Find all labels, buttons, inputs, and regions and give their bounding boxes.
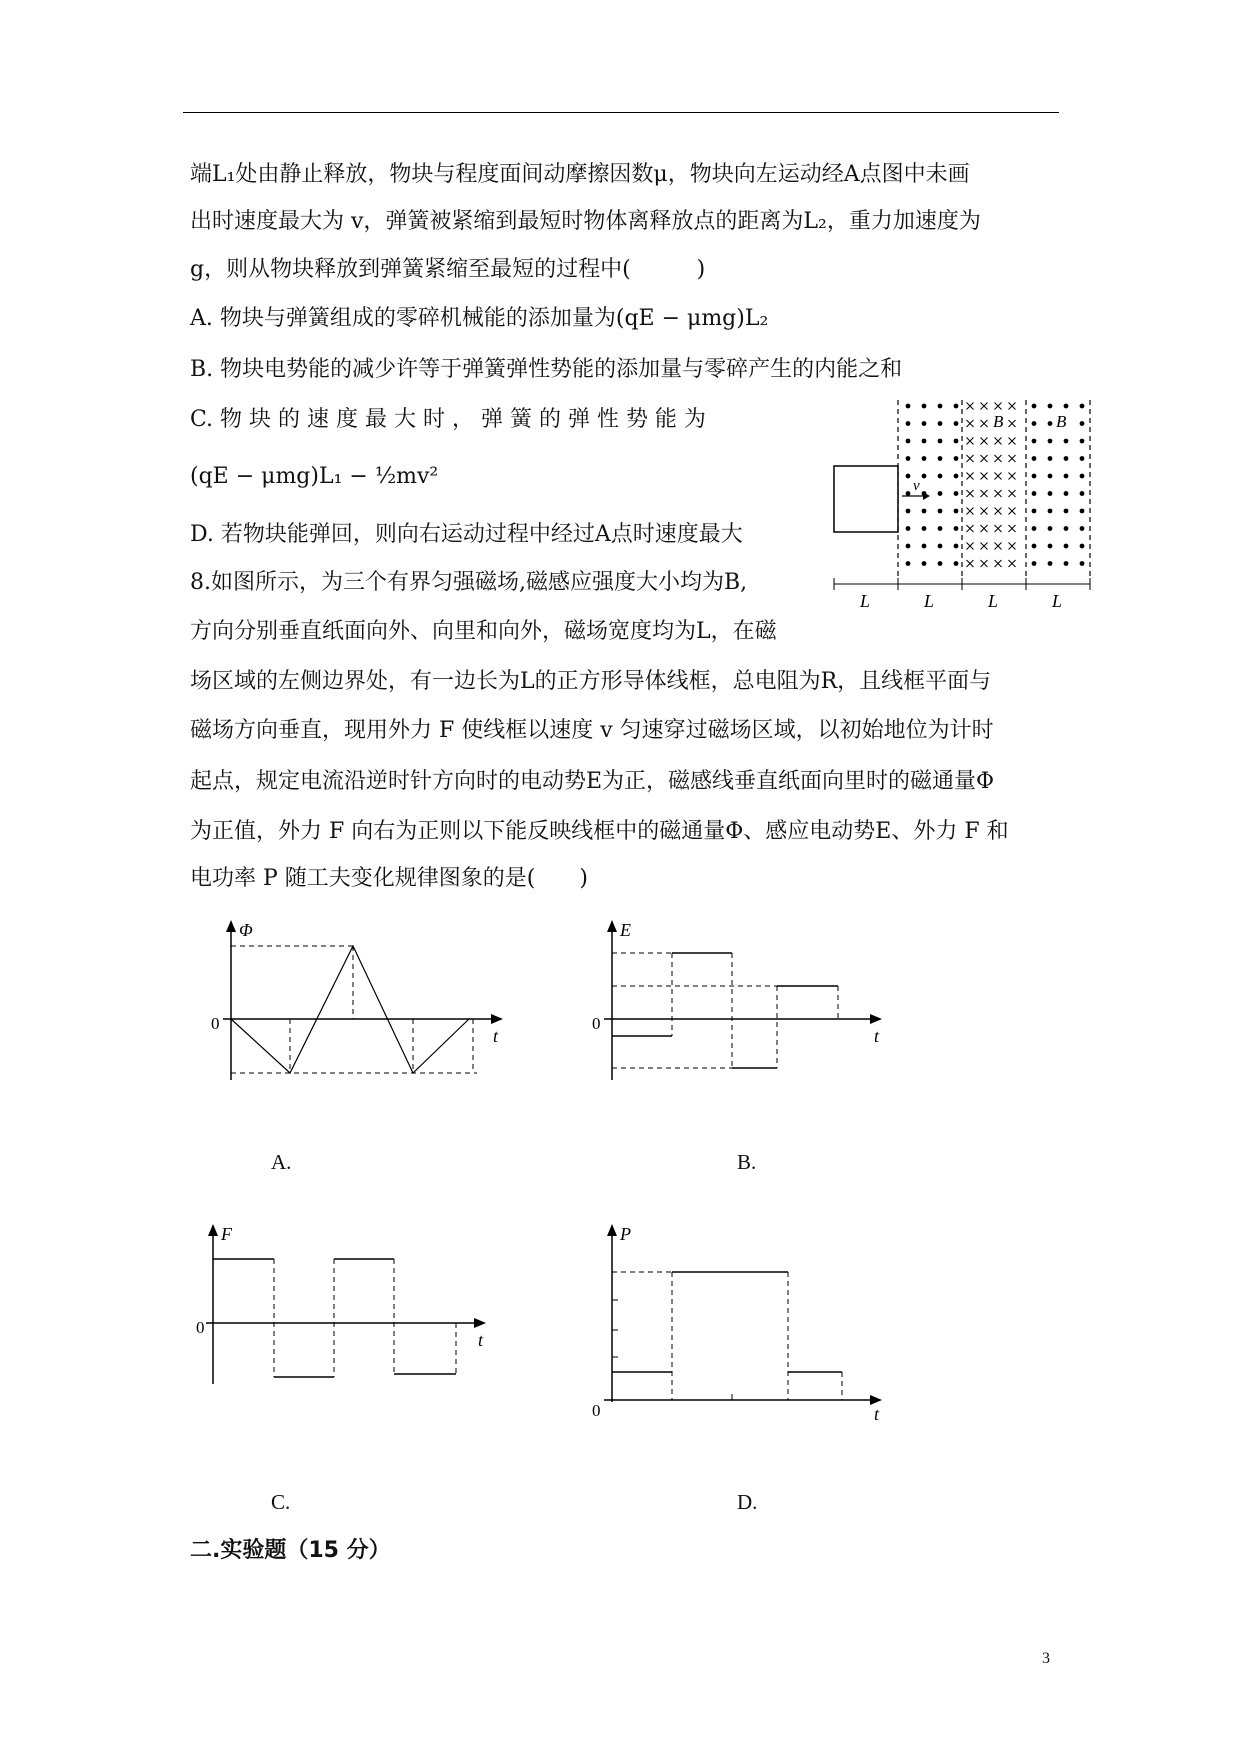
guide-lines — [612, 1272, 842, 1400]
field-dot — [1032, 561, 1037, 566]
y-axis-arrow — [208, 1224, 218, 1236]
y-axis-arrow — [226, 920, 236, 932]
field-dot — [922, 439, 927, 444]
field-dot — [1064, 439, 1069, 444]
field-cross — [981, 455, 988, 462]
width-label-2: L — [924, 591, 935, 611]
field-cross — [981, 473, 988, 480]
velocity-arrowhead — [923, 492, 930, 500]
field-dot — [954, 544, 959, 549]
field-dot — [1048, 526, 1053, 531]
field-cross — [967, 560, 974, 567]
field-cross — [967, 490, 974, 497]
graph-d-power — [592, 1222, 912, 1422]
field-dot — [938, 561, 943, 566]
field-cross — [967, 455, 974, 462]
field-dot — [1080, 526, 1085, 531]
field-dot — [1064, 491, 1069, 496]
field-dot — [906, 474, 911, 479]
b-label-2: B — [1056, 412, 1067, 431]
field-dot — [922, 474, 927, 479]
field-dot — [906, 491, 911, 496]
field-dot — [938, 526, 943, 531]
field-dot — [922, 421, 927, 426]
field-dot — [922, 456, 927, 461]
field-cross — [981, 490, 988, 497]
field-dot — [1048, 544, 1053, 549]
width-label-4: L — [1052, 591, 1063, 611]
y-axis-arrow — [607, 1224, 617, 1236]
question-8-line-4: 磁场方向垂直，现用外力 F 使线框以速度 v 匀速穿过磁场区域，以初始地位为计时 — [190, 718, 994, 743]
field-dot — [922, 509, 927, 514]
square-coil — [834, 466, 898, 532]
field-dot — [1080, 439, 1085, 444]
field-dot — [1080, 509, 1085, 514]
field-dot — [1048, 561, 1053, 566]
field-dot — [954, 561, 959, 566]
question-8-line-7: 电功率 P 随工夫变化规律图象的是( ) — [190, 866, 588, 891]
field-dot — [1032, 456, 1037, 461]
field-cross — [995, 473, 1002, 480]
field-dot — [906, 526, 911, 531]
field-dot — [938, 491, 943, 496]
field-dot — [938, 421, 943, 426]
field-cross — [981, 403, 988, 410]
field-dot — [938, 509, 943, 514]
field-cross — [1009, 508, 1016, 515]
option-a-text: A. 物块与弹簧组成的零碎机械能的添加量为(qE − μmg)L₂ — [190, 306, 769, 331]
power-segments — [612, 1272, 842, 1372]
field-cross — [1009, 490, 1016, 497]
field-dot — [906, 456, 911, 461]
field-cross — [995, 455, 1002, 462]
field-dot — [954, 439, 959, 444]
origin-label: 0 — [592, 1401, 601, 1420]
field-dot — [1080, 404, 1085, 409]
section-title: 二.实验题（15 分） — [190, 1538, 391, 1563]
field-dot — [1064, 456, 1069, 461]
y-label: Φ — [239, 920, 253, 940]
question-8-line-6: 为正值，外力 F 向右为正则以下能反映线框中的磁通量Φ、感应电动势E、外力 F 和 — [190, 819, 1009, 844]
field-dot — [1064, 404, 1069, 409]
field-dot — [938, 474, 943, 479]
field-dot — [954, 491, 959, 496]
field-dot — [922, 561, 927, 566]
header-rule — [183, 112, 1059, 113]
field-dot — [1048, 404, 1053, 409]
field-cross — [1009, 420, 1016, 427]
guide-lines — [231, 946, 477, 1073]
field-dot — [1032, 544, 1037, 549]
graph-c-force — [196, 1222, 516, 1392]
field-cross — [1009, 403, 1016, 410]
field-dot — [1048, 456, 1053, 461]
y-label: F — [221, 1224, 232, 1244]
field-cross — [995, 438, 1002, 445]
option-c-label: C. — [271, 1490, 291, 1514]
width-label-3: L — [988, 591, 999, 611]
field-dot — [1048, 439, 1053, 444]
field-dot — [1080, 561, 1085, 566]
field-cross — [967, 473, 974, 480]
option-b-label: B. — [737, 1150, 757, 1174]
question-8-line-5: 起点，规定电流沿逆时针方向时的电动势E为正，磁感线垂直纸面向里时的磁通量Φ — [190, 769, 995, 794]
field-dot — [1032, 526, 1037, 531]
field-cross — [995, 543, 1002, 550]
guide-lines — [274, 1259, 456, 1377]
magnetic-field-figure — [826, 396, 1116, 616]
text-line-2: 出时速度最大为 v，弹簧被紧缩到最短时物体离释放点的距离为L₂，重力加速度为 — [190, 209, 981, 234]
field-dot — [1032, 439, 1037, 444]
field-cross — [995, 403, 1002, 410]
field-cross — [981, 508, 988, 515]
field-dot — [938, 456, 943, 461]
option-c-text: C. 物 块 的 速 度 最 大 时 ， 弹 簧 的 弹 性 势 能 为 — [190, 407, 706, 432]
text-line-3: g，则从物块释放到弹簧紧缩至最短的过程中( ) — [190, 257, 706, 282]
field-cross — [981, 420, 988, 427]
option-c-formula: (qE − μmg)L₁ − ½mv² — [190, 464, 439, 489]
field-dot — [954, 404, 959, 409]
field-dot — [922, 544, 927, 549]
field-dot — [938, 439, 943, 444]
field-dot — [1064, 561, 1069, 566]
x-axis-arrow — [474, 1318, 486, 1328]
field-dot — [1048, 509, 1053, 514]
x-axis-arrow — [491, 1014, 503, 1024]
y-label: E — [620, 920, 631, 940]
option-d-label: D. — [737, 1490, 758, 1514]
field-cross — [967, 508, 974, 515]
option-a-label: A. — [271, 1150, 292, 1174]
field-dot — [1032, 491, 1037, 496]
option-d-text: D. 若物块能弹回，则向右运动过程中经过A点时速度最大 — [190, 522, 743, 547]
field-dot — [1032, 404, 1037, 409]
field-cross — [995, 560, 1002, 567]
x-label: t — [874, 1404, 880, 1424]
question-8-line-2: 方向分别垂直纸面向外、向里和向外，磁场宽度均为L，在磁 — [190, 619, 777, 644]
field-dot — [1032, 509, 1037, 514]
graph-b-emf — [592, 918, 912, 1088]
field-dot — [1080, 474, 1085, 479]
field-dot — [954, 526, 959, 531]
field-dot — [1080, 456, 1085, 461]
field-cross — [995, 490, 1002, 497]
field-dot — [954, 509, 959, 514]
field-dot — [1048, 491, 1053, 496]
field-dot — [1080, 491, 1085, 496]
question-8-line-3: 场区域的左侧边界处，有一边长为L的正方形导体线框，总电阻为R，且线框平面与 — [190, 669, 992, 694]
field-dot — [938, 544, 943, 549]
field-dot — [1064, 526, 1069, 531]
flux-curve — [231, 946, 469, 1073]
text-line-1: 端L₁处由静止释放，物块与程度面间动摩擦因数μ，物块向左运动经A点图中未画 — [190, 162, 970, 187]
origin-label: 0 — [196, 1318, 205, 1337]
field-cross — [1009, 438, 1016, 445]
field-dot — [1064, 474, 1069, 479]
page-number: 3 — [1042, 1650, 1050, 1667]
field-cross — [981, 560, 988, 567]
field-dot — [954, 474, 959, 479]
width-dimension-line — [834, 578, 1090, 590]
x-label: t — [478, 1330, 484, 1350]
x-axis-arrow — [870, 1014, 882, 1024]
field-dot — [1064, 509, 1069, 514]
field-dot — [1048, 421, 1053, 426]
origin-label: 0 — [211, 1014, 220, 1033]
field-dot — [922, 404, 927, 409]
field-dot — [906, 404, 911, 409]
field-dot — [1080, 544, 1085, 549]
y-label: P — [620, 1224, 631, 1244]
question-8-line-1: 8.如图所示，为三个有界匀强磁场,磁感应强度大小均为B, — [190, 570, 748, 595]
b-label-1: B — [993, 412, 1004, 431]
field-cross — [1009, 525, 1016, 532]
field-cross — [967, 403, 974, 410]
field-cross — [995, 525, 1002, 532]
field-dot — [906, 544, 911, 549]
field-cross — [967, 420, 974, 427]
field-dot — [906, 561, 911, 566]
field-cross — [967, 525, 974, 532]
field-dot — [906, 509, 911, 514]
field-dot — [954, 456, 959, 461]
field-dot — [1064, 544, 1069, 549]
field-cross — [1009, 543, 1016, 550]
y-axis-arrow — [607, 920, 617, 932]
option-b-text: B. 物块电势能的减少许等于弹簧弹性势能的添加量与零碎产生的内能之和 — [190, 357, 903, 382]
field-cross — [981, 525, 988, 532]
graph-a-flux — [205, 918, 525, 1088]
x-label: t — [493, 1026, 499, 1046]
field-cross — [967, 543, 974, 550]
field-cross — [1009, 455, 1016, 462]
velocity-label: v — [913, 478, 920, 494]
width-label-1: L — [860, 591, 871, 611]
field-cross — [995, 508, 1002, 515]
field-cross — [981, 543, 988, 550]
field-dot — [906, 421, 911, 426]
field-dot — [1032, 474, 1037, 479]
field-dot — [1048, 474, 1053, 479]
field-cross — [1009, 560, 1016, 567]
emf-segments — [612, 953, 838, 1068]
field-dot — [938, 404, 943, 409]
x-label: t — [874, 1026, 880, 1046]
field-dot — [1032, 421, 1037, 426]
field-cross — [967, 438, 974, 445]
field-cross — [981, 438, 988, 445]
field-dot — [1080, 421, 1085, 426]
field-dot — [954, 421, 959, 426]
field-dot — [906, 439, 911, 444]
field-cross — [1009, 473, 1016, 480]
guide-lines — [612, 953, 838, 1068]
origin-label: 0 — [592, 1014, 601, 1033]
field-dot — [922, 526, 927, 531]
